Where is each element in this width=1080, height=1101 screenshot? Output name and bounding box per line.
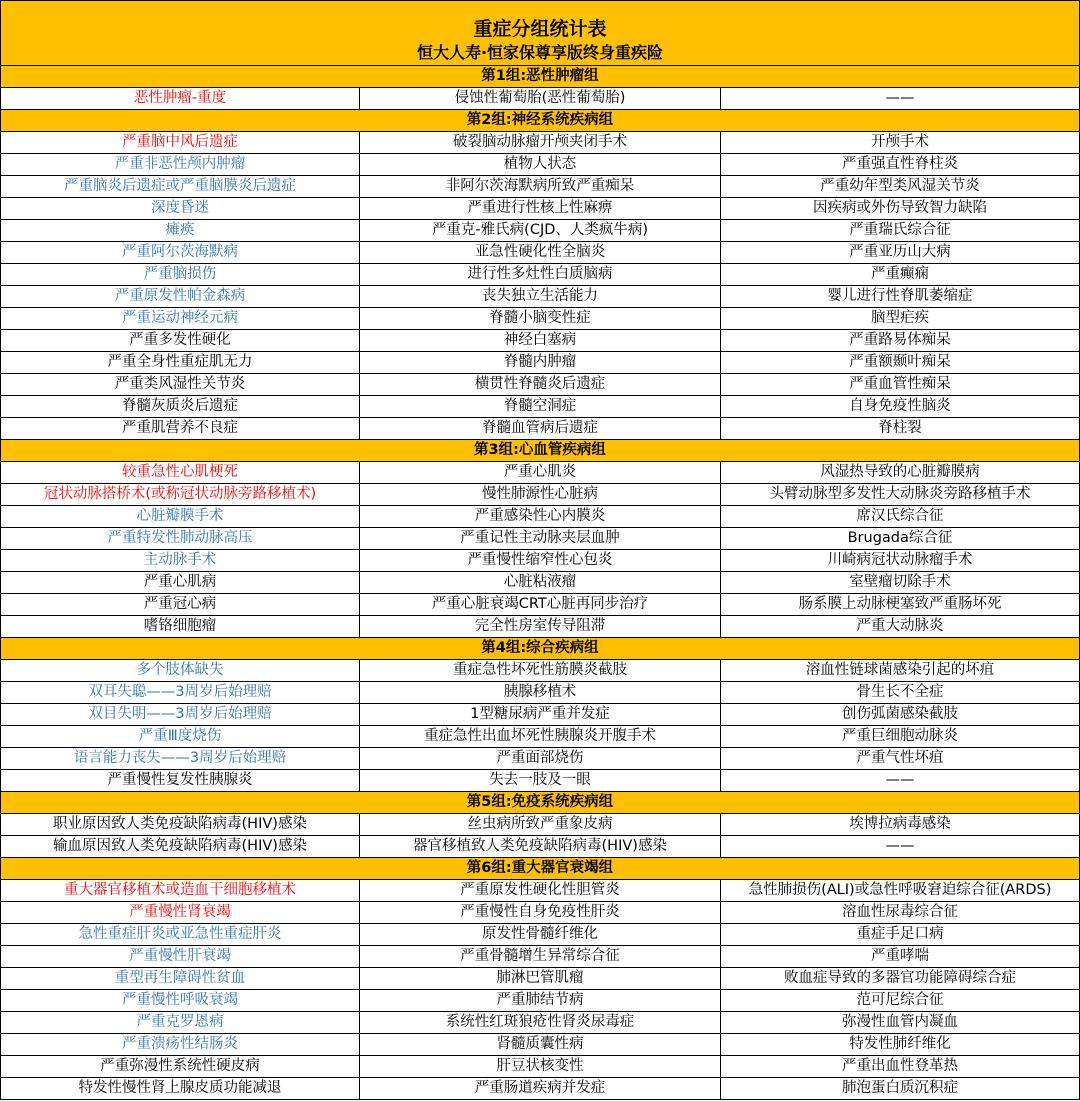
table-cell: 恶性肿瘤-重度 (0, 88, 360, 109)
table-row (0, 748, 1080, 770)
table-cell: Brugada综合征 (721, 528, 1080, 549)
table-row (0, 682, 1080, 704)
table-cell: 重型再生障碍性贫血 (0, 968, 360, 989)
table-row (0, 198, 1080, 220)
table-cell: 严重脑损伤 (0, 264, 360, 285)
table-cell: 严重巨细胞动脉炎 (721, 726, 1080, 747)
group-header: 第4组:综合疾病组 (0, 638, 1080, 660)
table-cell: 严重慢性肾衰竭 (0, 902, 360, 923)
table-cell: 严重非恶性颅内肿瘤 (0, 154, 360, 175)
table-cell: 严重阿尔茨海默病 (0, 242, 360, 263)
table-cell: 严重幼年型类风湿关节炎 (721, 176, 1080, 197)
table-cell: 自身免疫性脑炎 (721, 396, 1080, 417)
table-cell: 肠系膜上动脉梗塞致严重肠坏死 (721, 594, 1080, 615)
table-cell: 严重运动神经元病 (0, 308, 360, 329)
table-row (0, 1012, 1080, 1034)
table-cell: 嗜铬细胞瘤 (0, 616, 360, 637)
table-cell: 系统性红斑狼疮性肾炎尿毒症 (360, 1012, 721, 1033)
table-cell: 原发性骨髓纤维化 (360, 924, 721, 945)
table-cell: 严重心脏衰竭CRT心脏再同步治疗 (360, 594, 721, 615)
table-cell: 骨生长不全症 (721, 682, 1080, 703)
table-cell: 弥漫性血管内凝血 (721, 1012, 1080, 1033)
table-cell: 范可尼综合征 (721, 990, 1080, 1011)
table-row (0, 330, 1080, 352)
table-cell: 严重慢性呼吸衰竭 (0, 990, 360, 1011)
table-cell: 席汉氏综合征 (721, 506, 1080, 527)
table-cell: 严重全身性重症肌无力 (0, 352, 360, 373)
table-cell: 创伤弧菌感染截肢 (721, 704, 1080, 725)
table-row (0, 418, 1080, 440)
table-cell: 溶血性尿毒综合征 (721, 902, 1080, 923)
table-row (0, 616, 1080, 638)
table-cell: 严重路易体痴呆 (721, 330, 1080, 351)
table-cell: 严重记性主动脉夹层血肿 (360, 528, 721, 549)
table-cell: 严重冠心病 (0, 594, 360, 615)
table-cell: 双耳失聪——3周岁后始理赔 (0, 682, 360, 703)
table-cell: 职业原因致人类免疫缺陷病毒(HIV)感染 (0, 814, 360, 835)
table-row (0, 308, 1080, 330)
group-header: 第6组:重大器官衰竭组 (0, 858, 1080, 880)
table-cell: 1型糖尿病严重并发症 (360, 704, 721, 725)
table-cell: 输血原因致人类免疫缺陷病毒(HIV)感染 (0, 836, 360, 857)
table-row (0, 880, 1080, 902)
table-cell: 严重原发性硬化性胆管炎 (360, 880, 721, 901)
table-cell: 双目失明——3周岁后始理赔 (0, 704, 360, 725)
table-cell: 头臂动脉型多发性大动脉炎旁路移植手术 (721, 484, 1080, 505)
table-cell: 严重原发性帕金森病 (0, 286, 360, 307)
table-cell: 埃博拉病毒感染 (721, 814, 1080, 835)
table-cell: 多个肢体缺失 (0, 660, 360, 681)
table-cell: 语言能力丧失——3周岁后始理赔 (0, 748, 360, 769)
table-row (0, 594, 1080, 616)
table-cell: 严重慢性肝衰竭 (0, 946, 360, 967)
table-cell: 肾髓质囊性病 (360, 1034, 721, 1055)
table-cell: 严重弥漫性系统性硬皮病 (0, 1056, 360, 1077)
group-header: 第1组:恶性肿瘤组 (0, 66, 1080, 88)
table-cell: 严重慢性自身免疫性肝炎 (360, 902, 721, 923)
table-cell: 神经白塞病 (360, 330, 721, 351)
table-cell: 亚急性硬化性全脑炎 (360, 242, 721, 263)
table-row (0, 572, 1080, 594)
table-row (0, 1078, 1080, 1100)
table-cell: 脑型疟疾 (721, 308, 1080, 329)
table-cell: 脊髓小脑变性症 (360, 308, 721, 329)
table-cell: 严重强直性脊柱炎 (721, 154, 1080, 175)
table-cell: 溶血性链球菌感染引起的坏疽 (721, 660, 1080, 681)
table-cell: 脊髓内肿瘤 (360, 352, 721, 373)
table-cell: 重症手足口病 (721, 924, 1080, 945)
table-cell: 肺淋巴管肌瘤 (360, 968, 721, 989)
table-subtitle: 恒大人寿·恒家保尊享版终身重疾险 (416, 43, 664, 62)
table-cell: 严重血管性痴呆 (721, 374, 1080, 395)
table-cell: 严重感染性心内膜炎 (360, 506, 721, 527)
table-cell: 严重大动脉炎 (721, 616, 1080, 637)
table-cell: 风湿热导致的心脏瓣膜病 (721, 462, 1080, 483)
table-cell: 严重克-雅氏病(CJD、人类疯牛病) (360, 220, 721, 241)
table-row (0, 1034, 1080, 1056)
table-cell: 严重多发性硬化 (0, 330, 360, 351)
table-cell: 急性肺损伤(ALI)或急性呼吸窘迫综合征(ARDS) (721, 880, 1080, 901)
table-cell: —— (721, 770, 1080, 791)
table-cell: 开颅手术 (721, 132, 1080, 153)
table-cell: 因疾病或外伤导致智力缺陷 (721, 198, 1080, 219)
table-cell: 破裂脑动脉瘤开颅夹闭手术 (360, 132, 721, 153)
table-title: 重症分组统计表 (473, 18, 607, 40)
table-row (0, 770, 1080, 792)
table-cell: 严重哮喘 (721, 946, 1080, 967)
table-cell: 丝虫病所致严重象皮病 (360, 814, 721, 835)
table-cell: 重症急性出血坏死性胰腺炎开腹手术 (360, 726, 721, 747)
table-row (0, 154, 1080, 176)
table-row (0, 660, 1080, 682)
table-row (0, 88, 1080, 110)
table-row (0, 242, 1080, 264)
table-cell: —— (721, 88, 1080, 109)
table-cell: 较重急性心肌梗死 (0, 462, 360, 483)
table-row (0, 506, 1080, 528)
table-cell: 器官移植致人类免疫缺陷病毒(HIV)感染 (360, 836, 721, 857)
table-cell: 脊髓血管病后遗症 (360, 418, 721, 439)
table-row (0, 836, 1080, 858)
table-cell: 严重面部烧伤 (360, 748, 721, 769)
table-cell: 主动脉手术 (0, 550, 360, 571)
table-row (0, 704, 1080, 726)
table-cell: 严重癫痫 (721, 264, 1080, 285)
table-row (0, 220, 1080, 242)
table-cell: 进行性多灶性白质脑病 (360, 264, 721, 285)
table-cell: 慢性肺源性心脏病 (360, 484, 721, 505)
table-row (0, 286, 1080, 308)
table-row (0, 374, 1080, 396)
table-row (0, 924, 1080, 946)
table-cell: 严重进行性核上性麻痹 (360, 198, 721, 219)
table-cell: 丧失独立生活能力 (360, 286, 721, 307)
table-row (0, 396, 1080, 418)
table-cell: 严重骨髓增生异常综合征 (360, 946, 721, 967)
table-row (0, 352, 1080, 374)
table-cell: 严重克罗恩病 (0, 1012, 360, 1033)
table-row (0, 484, 1080, 506)
table-cell: 室壁瘤切除手术 (721, 572, 1080, 593)
table-cell: 严重慢性缩窄性心包炎 (360, 550, 721, 571)
table-cell: 失去一肢及一眼 (360, 770, 721, 791)
table-cell: 重大器官移植术或造血干细胞移植术 (0, 880, 360, 901)
table-row (0, 902, 1080, 924)
table-cell: 严重出血性登革热 (721, 1056, 1080, 1077)
table-cell: 川崎病冠状动脉瘤手术 (721, 550, 1080, 571)
table-cell: 严重气性坏疽 (721, 748, 1080, 769)
table-cell: 深度昏迷 (0, 198, 360, 219)
table-row (0, 990, 1080, 1012)
group-header: 第5组:免疫系统疾病组 (0, 792, 1080, 814)
table-cell: 严重额颞叶痴呆 (721, 352, 1080, 373)
group-header: 第2组:神经系统疾病组 (0, 110, 1080, 132)
table-row (0, 132, 1080, 154)
table-cell: 严重心肌病 (0, 572, 360, 593)
table-cell: 侵蚀性葡萄胎(恶性葡萄胎) (360, 88, 721, 109)
table-cell: 横贯性脊髓炎后遗症 (360, 374, 721, 395)
table-cell: 肝豆状核变性 (360, 1056, 721, 1077)
table-cell: —— (721, 836, 1080, 857)
table-cell: 肺泡蛋白质沉积症 (721, 1078, 1080, 1099)
table-row (0, 1056, 1080, 1078)
table-cell: 非阿尔茨海默病所致严重痴呆 (360, 176, 721, 197)
table-row (0, 814, 1080, 836)
table-row (0, 726, 1080, 748)
table-cell: 特发性慢性肾上腺皮质功能减退 (0, 1078, 360, 1099)
table-cell: 严重Ⅲ度烧伤 (0, 726, 360, 747)
table-cell: 脊柱裂 (721, 418, 1080, 439)
table-header (0, 0, 1080, 66)
table-cell: 瘫痪 (0, 220, 360, 241)
table-cell: 心脏粘液瘤 (360, 572, 721, 593)
table-cell: 特发性肺纤维化 (721, 1034, 1080, 1055)
table-cell: 严重溃疡性结肠炎 (0, 1034, 360, 1055)
table-cell: 重症急性坏死性筋膜炎截肢 (360, 660, 721, 681)
table-cell: 严重肌营养不良症 (0, 418, 360, 439)
table-cell: 婴儿进行性脊肌萎缩症 (721, 286, 1080, 307)
table-row (0, 264, 1080, 286)
table-cell: 冠状动脉搭桥术(或称冠状动脉旁路移植术) (0, 484, 360, 505)
table-cell: 严重慢性复发性胰腺炎 (0, 770, 360, 791)
table-row (0, 176, 1080, 198)
table-cell: 严重肺结节病 (360, 990, 721, 1011)
table-cell: 心脏瓣膜手术 (0, 506, 360, 527)
table-row (0, 528, 1080, 550)
group-header: 第3组:心血管疾病组 (0, 440, 1080, 462)
table-cell: 严重特发性肺动脉高压 (0, 528, 360, 549)
table-row (0, 550, 1080, 572)
table-cell: 脊髓灰质炎后遗症 (0, 396, 360, 417)
table-cell: 严重亚历山大病 (721, 242, 1080, 263)
table-cell: 严重类风湿性关节炎 (0, 374, 360, 395)
table-row (0, 946, 1080, 968)
table-cell: 严重瑞氏综合征 (721, 220, 1080, 241)
table-row (0, 968, 1080, 990)
table-cell: 急性重症肝炎或亚急性重症肝炎 (0, 924, 360, 945)
table-cell: 严重心肌炎 (360, 462, 721, 483)
table-row (0, 462, 1080, 484)
table-cell: 胰腺移植术 (360, 682, 721, 703)
table-cell: 严重肠道疾病并发症 (360, 1078, 721, 1099)
table-cell: 脊髓空洞症 (360, 396, 721, 417)
table-cell: 严重脑中风后遗症 (0, 132, 360, 153)
table-cell: 严重脑炎后遗症或严重脑膜炎后遗症 (0, 176, 360, 197)
table-cell: 败血症导致的多器官功能障碍综合症 (721, 968, 1080, 989)
table-cell: 植物人状态 (360, 154, 721, 175)
table-cell: 完全性房室传导阻滞 (360, 616, 721, 637)
